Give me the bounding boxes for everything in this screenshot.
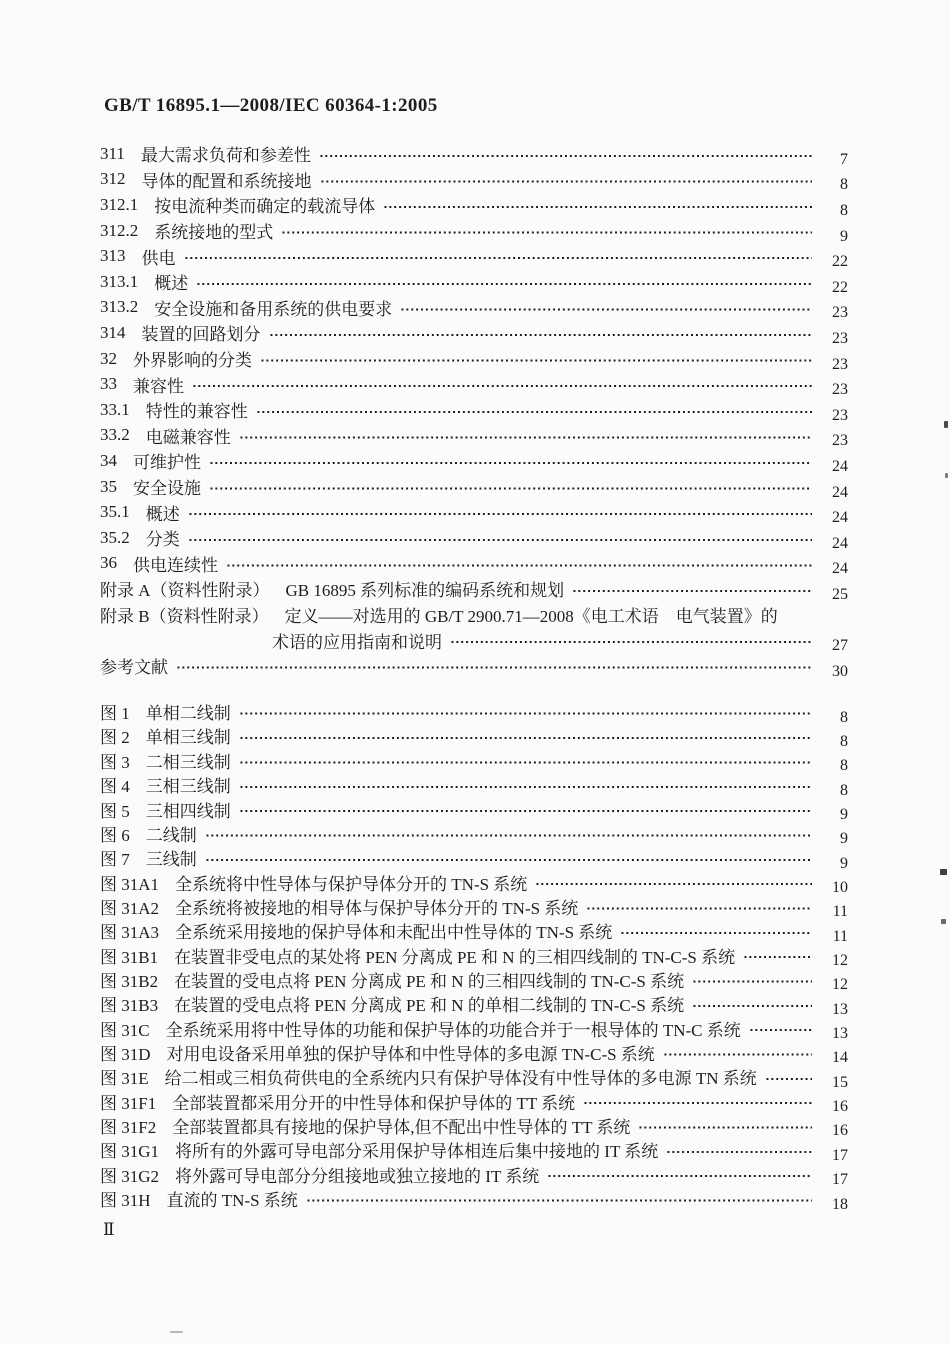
toc-entry-title: 将所有的外露可导电部分采用保护导体相连后集中接地的 IT 系统 (175, 1142, 659, 1162)
toc-entry-title: 兼容性 (133, 376, 184, 396)
toc-entry (100, 423, 848, 449)
toc-entry (100, 1138, 848, 1162)
toc-entry-number: 图 31B3 (100, 996, 159, 1016)
toc-entry-title: 给二相或三相负荷供电的全系统内只有保护导体没有中性导体的多电源 TN 系统 (164, 1069, 757, 1089)
toc-entry-title: 全部装置都采用分开的中性导体和保护导体的 TT 系统 (172, 1093, 576, 1113)
toc-entry-title: 二线制 (145, 825, 197, 845)
dot-leader (620, 919, 812, 943)
toc-entry-appendix-a (100, 576, 848, 602)
dot-leader (209, 474, 812, 500)
toc-entry-page: 13 (832, 1025, 848, 1043)
toc-entry (100, 748, 848, 775)
toc-entry-page: 23 (832, 355, 848, 373)
toc-entry-title: 单相二线制 (145, 704, 231, 724)
toc-entry-title: 系统接地的型式 (154, 223, 274, 243)
toc-entry-title: 对用电设备采用单独的保护导体和中性导体的多电源 TN-C-S 系统 (166, 1044, 655, 1064)
dot-leader (184, 243, 813, 269)
toc-entry-number: 32 (100, 348, 117, 368)
toc-entry-title: 直流的 TN-S 系统 (166, 1191, 298, 1211)
toc-entry-page: 14 (832, 1049, 848, 1067)
toc-entry-number: 图 5 (100, 801, 130, 821)
toc-entry-title: 全部装置都具有接地的保护导体,但不配出中性导体的 TT 系统 (172, 1117, 631, 1137)
toc-figure-list (100, 699, 848, 1213)
toc-entry (100, 1162, 848, 1189)
dot-leader (306, 1186, 812, 1210)
dot-leader (188, 499, 812, 525)
toc-entry-appendix-b-line1 (100, 602, 848, 628)
toc-entry-page: 12 (832, 952, 848, 970)
toc-entry-number: 34 (100, 450, 117, 470)
dot-leader (319, 141, 812, 167)
toc-entry-number: 312.1 (100, 194, 139, 214)
toc-entry-page: 12 (832, 976, 848, 994)
toc-entry-page: 7 (840, 150, 848, 168)
dot-leader (281, 218, 812, 244)
toc-entry-page: 8 (840, 176, 848, 194)
toc-entry-page: 22 (832, 253, 848, 271)
dot-leader (192, 371, 812, 397)
toc-entry (100, 218, 848, 244)
toc-entry (100, 773, 848, 797)
dot-leader (239, 699, 812, 723)
toc-entry-page: 24 (832, 560, 848, 578)
toc-entry (100, 699, 848, 726)
toc-entry-title: 概述 (145, 504, 180, 524)
dot-leader (663, 1040, 812, 1064)
toc-entry-page: 9 (840, 830, 848, 848)
toc-entry-title: 供电 (141, 248, 176, 268)
toc-entry-title: 全系统将被接地的相导体与保护导体分开的 TN-S 系统 (175, 898, 579, 918)
toc-entry-page: 15 (832, 1073, 848, 1091)
toc-entry-page: 23 (832, 406, 848, 424)
toc-entry-number: 313.1 (100, 271, 139, 291)
toc-entry-title: 三相四线制 (145, 801, 231, 821)
toc-entry-page: 17 (832, 1146, 848, 1164)
toc-entry (100, 1089, 848, 1116)
toc-entry-page: 24 (832, 534, 848, 552)
toc-entry-number: 图 7 (100, 850, 130, 870)
toc-entry-title: 按电流种类而确定的载流导体 (154, 197, 376, 217)
standard-number-header: GB/T 16895.1—2008/IEC 60364-1:2005 (104, 95, 438, 116)
toc-entry (100, 1016, 848, 1043)
dot-leader (269, 320, 813, 346)
scan-artifact (170, 1331, 183, 1333)
toc-entry (100, 167, 848, 193)
toc-entry-title: 外界影响的分类 (133, 351, 252, 371)
toc-entry-number: 图 6 (100, 825, 130, 845)
dot-leader (383, 192, 812, 218)
toc-entry-page: 13 (832, 1000, 848, 1018)
toc-entry-number: 35 (100, 476, 117, 496)
toc-entry-number: 33 (100, 374, 117, 394)
toc-entry (100, 192, 848, 218)
dot-leader (765, 1065, 812, 1089)
toc-entry-title: 最大需求负荷和参差性 (140, 146, 311, 166)
toc-entry-number: 33.2 (100, 425, 130, 445)
toc-entry-title: 在装置的受电点将 PEN 分离成 PE 和 N 的三相四线制的 TN-C-S 系统 (174, 971, 685, 991)
toc-entry-number: 图 31G2 (100, 1166, 160, 1186)
toc-entry-appendix-b-line2 (100, 627, 848, 653)
toc-entry-number: 图 31B1 (100, 947, 159, 967)
toc-entry (100, 967, 848, 994)
toc-entry-number: 图 1 (100, 704, 130, 724)
dot-leader (572, 576, 812, 602)
toc-entry-page: 23 (832, 381, 848, 399)
appendix-a-label: 附录 A（资料性附录） (100, 581, 270, 601)
dot-leader (450, 627, 812, 653)
toc-entry-number: 35.1 (100, 502, 130, 522)
toc-entry-number: 图 2 (100, 728, 130, 748)
dot-leader (256, 397, 812, 423)
toc-entry-title: 将外露可导电部分分组接地或独立接地的 IT 系统 (175, 1166, 540, 1186)
dot-leader (547, 1162, 812, 1186)
toc-entry (100, 295, 848, 321)
toc-entry-page: 22 (832, 278, 848, 296)
toc-entry-page: 8 (840, 732, 848, 750)
toc-entry-number: 312.2 (100, 220, 139, 240)
dot-leader (666, 1138, 812, 1162)
appendix-b-title-line2: 术语的应用指南和说明 (272, 632, 442, 652)
toc-entry-page: 17 (832, 1171, 848, 1189)
appendix-b-label: 附录 B（资料性附录） (100, 606, 269, 626)
dot-leader (205, 821, 812, 845)
toc-entry-page: 16 (832, 1098, 848, 1116)
toc-entry-number: 图 31B2 (100, 971, 159, 991)
dot-leader (260, 346, 812, 372)
toc-entry-number: 36 (100, 553, 117, 573)
references-page: 30 (832, 662, 848, 680)
toc-entry (100, 141, 848, 167)
toc-entry-page: 11 (832, 903, 848, 921)
toc-entry (100, 346, 848, 372)
toc-entry-title: 概述 (154, 274, 189, 294)
toc-entry-title: 装置的回路划分 (141, 325, 261, 345)
scan-artifact (944, 421, 948, 428)
dot-leader (535, 870, 812, 894)
toc-entry-number: 33.1 (100, 399, 130, 419)
toc-entry-page: 18 (832, 1195, 848, 1213)
toc-entry (100, 371, 848, 397)
dot-leader (638, 1113, 812, 1137)
toc-entry (100, 474, 848, 500)
toc-entry (100, 448, 848, 474)
toc-entry-title: 供电连续性 (133, 555, 218, 575)
toc-entry-page: 16 (832, 1122, 848, 1140)
dot-leader (583, 1089, 812, 1113)
dot-leader (239, 423, 812, 449)
appendix-a-page: 25 (832, 585, 848, 603)
toc-entry-number: 313.2 (100, 297, 139, 317)
toc-entry-title: 三线制 (145, 850, 197, 870)
toc-entry (100, 243, 848, 269)
toc-entry-page: 23 (832, 432, 848, 450)
toc-entry-page: 24 (832, 457, 848, 475)
toc-entry (100, 992, 848, 1016)
toc-entry (100, 846, 848, 870)
toc-entry-references (100, 653, 848, 679)
toc-section-list (100, 141, 848, 576)
toc-entry-page: 24 (832, 483, 848, 501)
table-of-contents (100, 141, 848, 1211)
toc-entry (100, 525, 848, 551)
toc-entry-page: 9 (840, 227, 848, 245)
toc-entry-title: 特性的兼容性 (145, 402, 248, 422)
toc-entry-page: 9 (840, 854, 848, 872)
toc-entry-number: 图 31F1 (100, 1093, 157, 1113)
toc-entry (100, 821, 848, 848)
page-number-footer: Ⅱ (103, 1220, 115, 1239)
toc-entry-number: 图 31A3 (100, 923, 160, 943)
toc-entry-page: 8 (840, 781, 848, 799)
toc-entry-number: 图 4 (100, 777, 130, 797)
dot-leader (239, 773, 812, 797)
scan-artifact (941, 919, 946, 924)
toc-entry-title: 在装置的受电点将 PEN 分离成 PE 和 N 的单相二线制的 TN-C-S 系统 (174, 996, 685, 1016)
toc-entry (100, 1040, 848, 1067)
toc-entry-number: 312 (100, 169, 126, 189)
toc-entry-page: 9 (840, 806, 848, 824)
toc-entry-number: 图 31C (100, 1020, 150, 1040)
toc-entry-page: 8 (840, 201, 848, 219)
dot-leader (176, 653, 812, 679)
toc-entry-title: 全系统采用接地的保护导体和未配出中性导体的 TN-S 系统 (175, 923, 613, 943)
dot-leader (226, 551, 812, 577)
appendix-b-title-line1: 定义——对选用的 GB/T 2900.71—2008《电工术语 电气装置》的 (284, 606, 778, 626)
toc-entry (100, 724, 848, 748)
dot-leader (239, 724, 812, 748)
toc-entry-number: 314 (100, 322, 126, 342)
dot-leader (320, 167, 813, 193)
scan-artifact (945, 473, 948, 478)
toc-entry-title: 电磁兼容性 (145, 427, 231, 447)
toc-entry (100, 269, 848, 295)
toc-entry-number: 311 (100, 143, 125, 163)
dot-leader (743, 943, 812, 967)
dot-leader (692, 992, 812, 1016)
toc-entry-title: 二相三线制 (145, 752, 231, 772)
toc-entry-title: 安全设施和备用系统的供电要求 (154, 299, 393, 319)
toc-entry-number: 图 31G1 (100, 1142, 160, 1162)
toc-entry-number: 图 31H (100, 1191, 151, 1211)
toc-entry-title: 全系统将中性导体与保护导体分开的 TN-S 系统 (175, 874, 528, 894)
toc-entry (100, 1065, 848, 1089)
toc-entry (100, 870, 848, 897)
toc-entry-number: 图 31D (100, 1044, 151, 1064)
toc-entry-page: 10 (832, 879, 848, 897)
toc-entry-page: 8 (840, 708, 848, 726)
toc-entry (100, 551, 848, 577)
toc-entry (100, 499, 848, 525)
toc-entry-number: 图 31A1 (100, 874, 160, 894)
toc-entry-number: 35.2 (100, 527, 130, 547)
dot-leader (749, 1016, 812, 1040)
toc-entry-page: 11 (832, 927, 848, 945)
dot-leader (400, 295, 812, 321)
toc-entry (100, 919, 848, 943)
toc-entry-title: 可维护性 (133, 453, 201, 473)
toc-entry-number: 图 31A2 (100, 898, 160, 918)
toc-entry-number: 图 3 (100, 752, 130, 772)
appendix-b-page: 27 (832, 637, 848, 655)
toc-entry-number: 图 31F2 (100, 1117, 157, 1137)
toc-entry-page: 23 (832, 329, 848, 347)
toc-entry-title: 分类 (145, 530, 180, 550)
toc-entry-page: 23 (832, 304, 848, 322)
toc-entry (100, 1186, 848, 1213)
dot-leader (239, 748, 812, 772)
dot-leader (196, 269, 812, 295)
dot-leader (692, 967, 812, 991)
toc-entry-number: 图 31E (100, 1069, 149, 1089)
toc-entry-title: 三相三线制 (145, 777, 231, 797)
toc-entry (100, 397, 848, 423)
toc-entry-title: 全系统采用将中性导体的功能和保护导体的功能合并于一根导体的 TN-C 系统 (165, 1020, 741, 1040)
toc-entry-page: 24 (832, 509, 848, 527)
dot-leader (209, 448, 812, 474)
references-title: 参考文献 (100, 658, 168, 678)
dot-leader (188, 525, 812, 551)
toc-entry-title: 安全设施 (133, 479, 201, 499)
dot-leader (239, 797, 812, 821)
toc-entry-number: 313 (100, 246, 126, 266)
dot-leader (205, 846, 812, 870)
toc-entry (100, 894, 848, 921)
toc-entry (100, 320, 848, 346)
toc-entry-title: 导体的配置和系统接地 (141, 171, 312, 191)
toc-entry (100, 1113, 848, 1140)
toc-entry-title: 单相三线制 (145, 728, 231, 748)
toc-entry-title: 在装置非受电点的某处将 PEN 分离成 PE 和 N 的三相四线制的 TN-C-S 系统 (174, 947, 736, 967)
toc-entry (100, 797, 848, 824)
toc-entry-page: 8 (840, 757, 848, 775)
appendix-a-title: GB 16895 系列标准的编码系统和规划 (285, 581, 565, 601)
scan-artifact (940, 869, 947, 875)
dot-leader (586, 894, 812, 918)
toc-entry (100, 943, 848, 970)
